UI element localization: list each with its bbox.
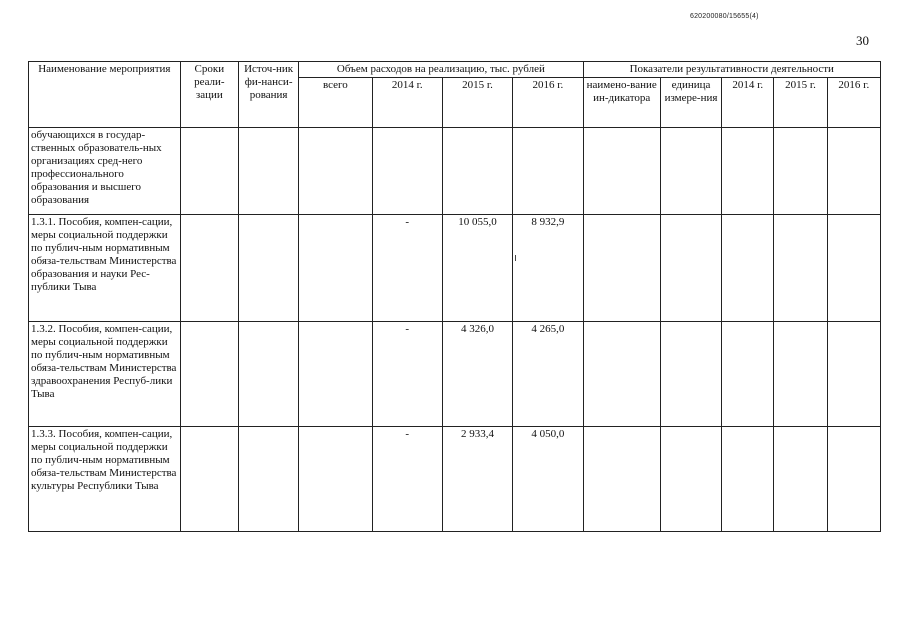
table-row: [29, 128, 881, 215]
row-total: [299, 427, 372, 532]
row-total: [299, 215, 372, 322]
row-indicator-2014: [722, 215, 774, 322]
row-2014: [372, 128, 442, 215]
row-name: 1.3.3. Пособия, компен-сации, меры социальной поддержки по публич-ным нормативным обяза-тельствам Министерства культуры Республики Тыва: [29, 427, 181, 532]
row-name: 1.3.1. Пособия, компен-сации, меры социальной поддержки по публич-ным нормативным обяза-тельствам Министерства образования и науки Рес-публики Тыва: [29, 215, 181, 322]
row-indicator-name: [583, 322, 660, 427]
row-indicator-2016: [827, 322, 880, 427]
header-indicator-2015: 2015 г.: [774, 78, 827, 128]
row-terms: [180, 427, 238, 532]
row-name: обучающихся в государ-ственных образователь-ных организациях сред-него профессионального образования и высшего образования: [29, 128, 181, 215]
row-2015: 4 326,0: [442, 322, 512, 427]
table-row: [29, 322, 881, 427]
row-unit: [660, 322, 721, 427]
row-2016-value: 8 932,9: [531, 216, 565, 228]
table-row: [29, 215, 881, 322]
row-total: [299, 322, 372, 427]
document-id: 620200080/15655(4): [690, 13, 759, 20]
header-indicator-2014: 2014 г.: [722, 78, 774, 128]
row-terms: [180, 215, 238, 322]
header-row-1: [29, 62, 881, 78]
row-indicator-2015: [774, 322, 827, 427]
page-number: 30: [856, 33, 869, 48]
header-indicator-name: наимено-вание ин-дикатора: [583, 78, 660, 128]
row-2014: -: [372, 215, 442, 322]
row-total: [299, 128, 372, 215]
row-2015: 10 055,0: [442, 215, 512, 322]
header-terms: Сроки реали-зации: [180, 62, 238, 128]
row-indicator-2015: [774, 215, 827, 322]
row-indicator-name: [583, 128, 660, 215]
scan-mark: [515, 255, 516, 261]
budget-table: [28, 61, 881, 532]
row-2015: 2 933,4: [442, 427, 512, 532]
row-indicator-2014: [722, 427, 774, 532]
row-2015: [442, 128, 512, 215]
row-indicator-2014: [722, 322, 774, 427]
header-indicators-group: Показатели результативности деятельности: [583, 62, 880, 78]
row-indicator-2014: [722, 128, 774, 215]
row-2016: [513, 215, 583, 322]
header-2015: 2015 г.: [442, 78, 512, 128]
row-indicator-name: [583, 215, 660, 322]
row-indicator-name: [583, 427, 660, 532]
table-row: [29, 427, 881, 532]
row-unit: [660, 427, 721, 532]
row-unit: [660, 215, 721, 322]
row-2016: 4 050,0: [513, 427, 583, 532]
row-name: 1.3.2. Пособия, компен-сации, меры социальной поддержки по публич-ным нормативным обяза-тельствам Министерства здравоохранения Респуб-лики Тыва: [29, 322, 181, 427]
row-terms: [180, 322, 238, 427]
row-2014: -: [372, 322, 442, 427]
row-indicator-2015: [774, 128, 827, 215]
row-terms: [180, 128, 238, 215]
row-unit: [660, 128, 721, 215]
row-indicator-2016: [827, 427, 880, 532]
row-source: [238, 215, 298, 322]
row-source: [238, 322, 298, 427]
row-2014: -: [372, 427, 442, 532]
header-indicator-2016: 2016 г.: [827, 78, 880, 128]
row-source: [238, 427, 298, 532]
header-2016: 2016 г.: [513, 78, 583, 128]
row-source: [238, 128, 298, 215]
row-indicator-2016: [827, 215, 880, 322]
row-2016: 4 265,0: [513, 322, 583, 427]
header-expenses-group: Объем расходов на реализацию, тыс. рублей: [299, 62, 583, 78]
header-2014: 2014 г.: [372, 78, 442, 128]
row-indicator-2015: [774, 427, 827, 532]
header-unit: единица измере-ния: [660, 78, 721, 128]
row-2016: [513, 128, 583, 215]
header-source: Источ-ник фи-нанси-рования: [238, 62, 298, 128]
header-name: Наименование мероприятия: [29, 62, 181, 128]
header-total: всего: [299, 78, 372, 128]
row-indicator-2016: [827, 128, 880, 215]
